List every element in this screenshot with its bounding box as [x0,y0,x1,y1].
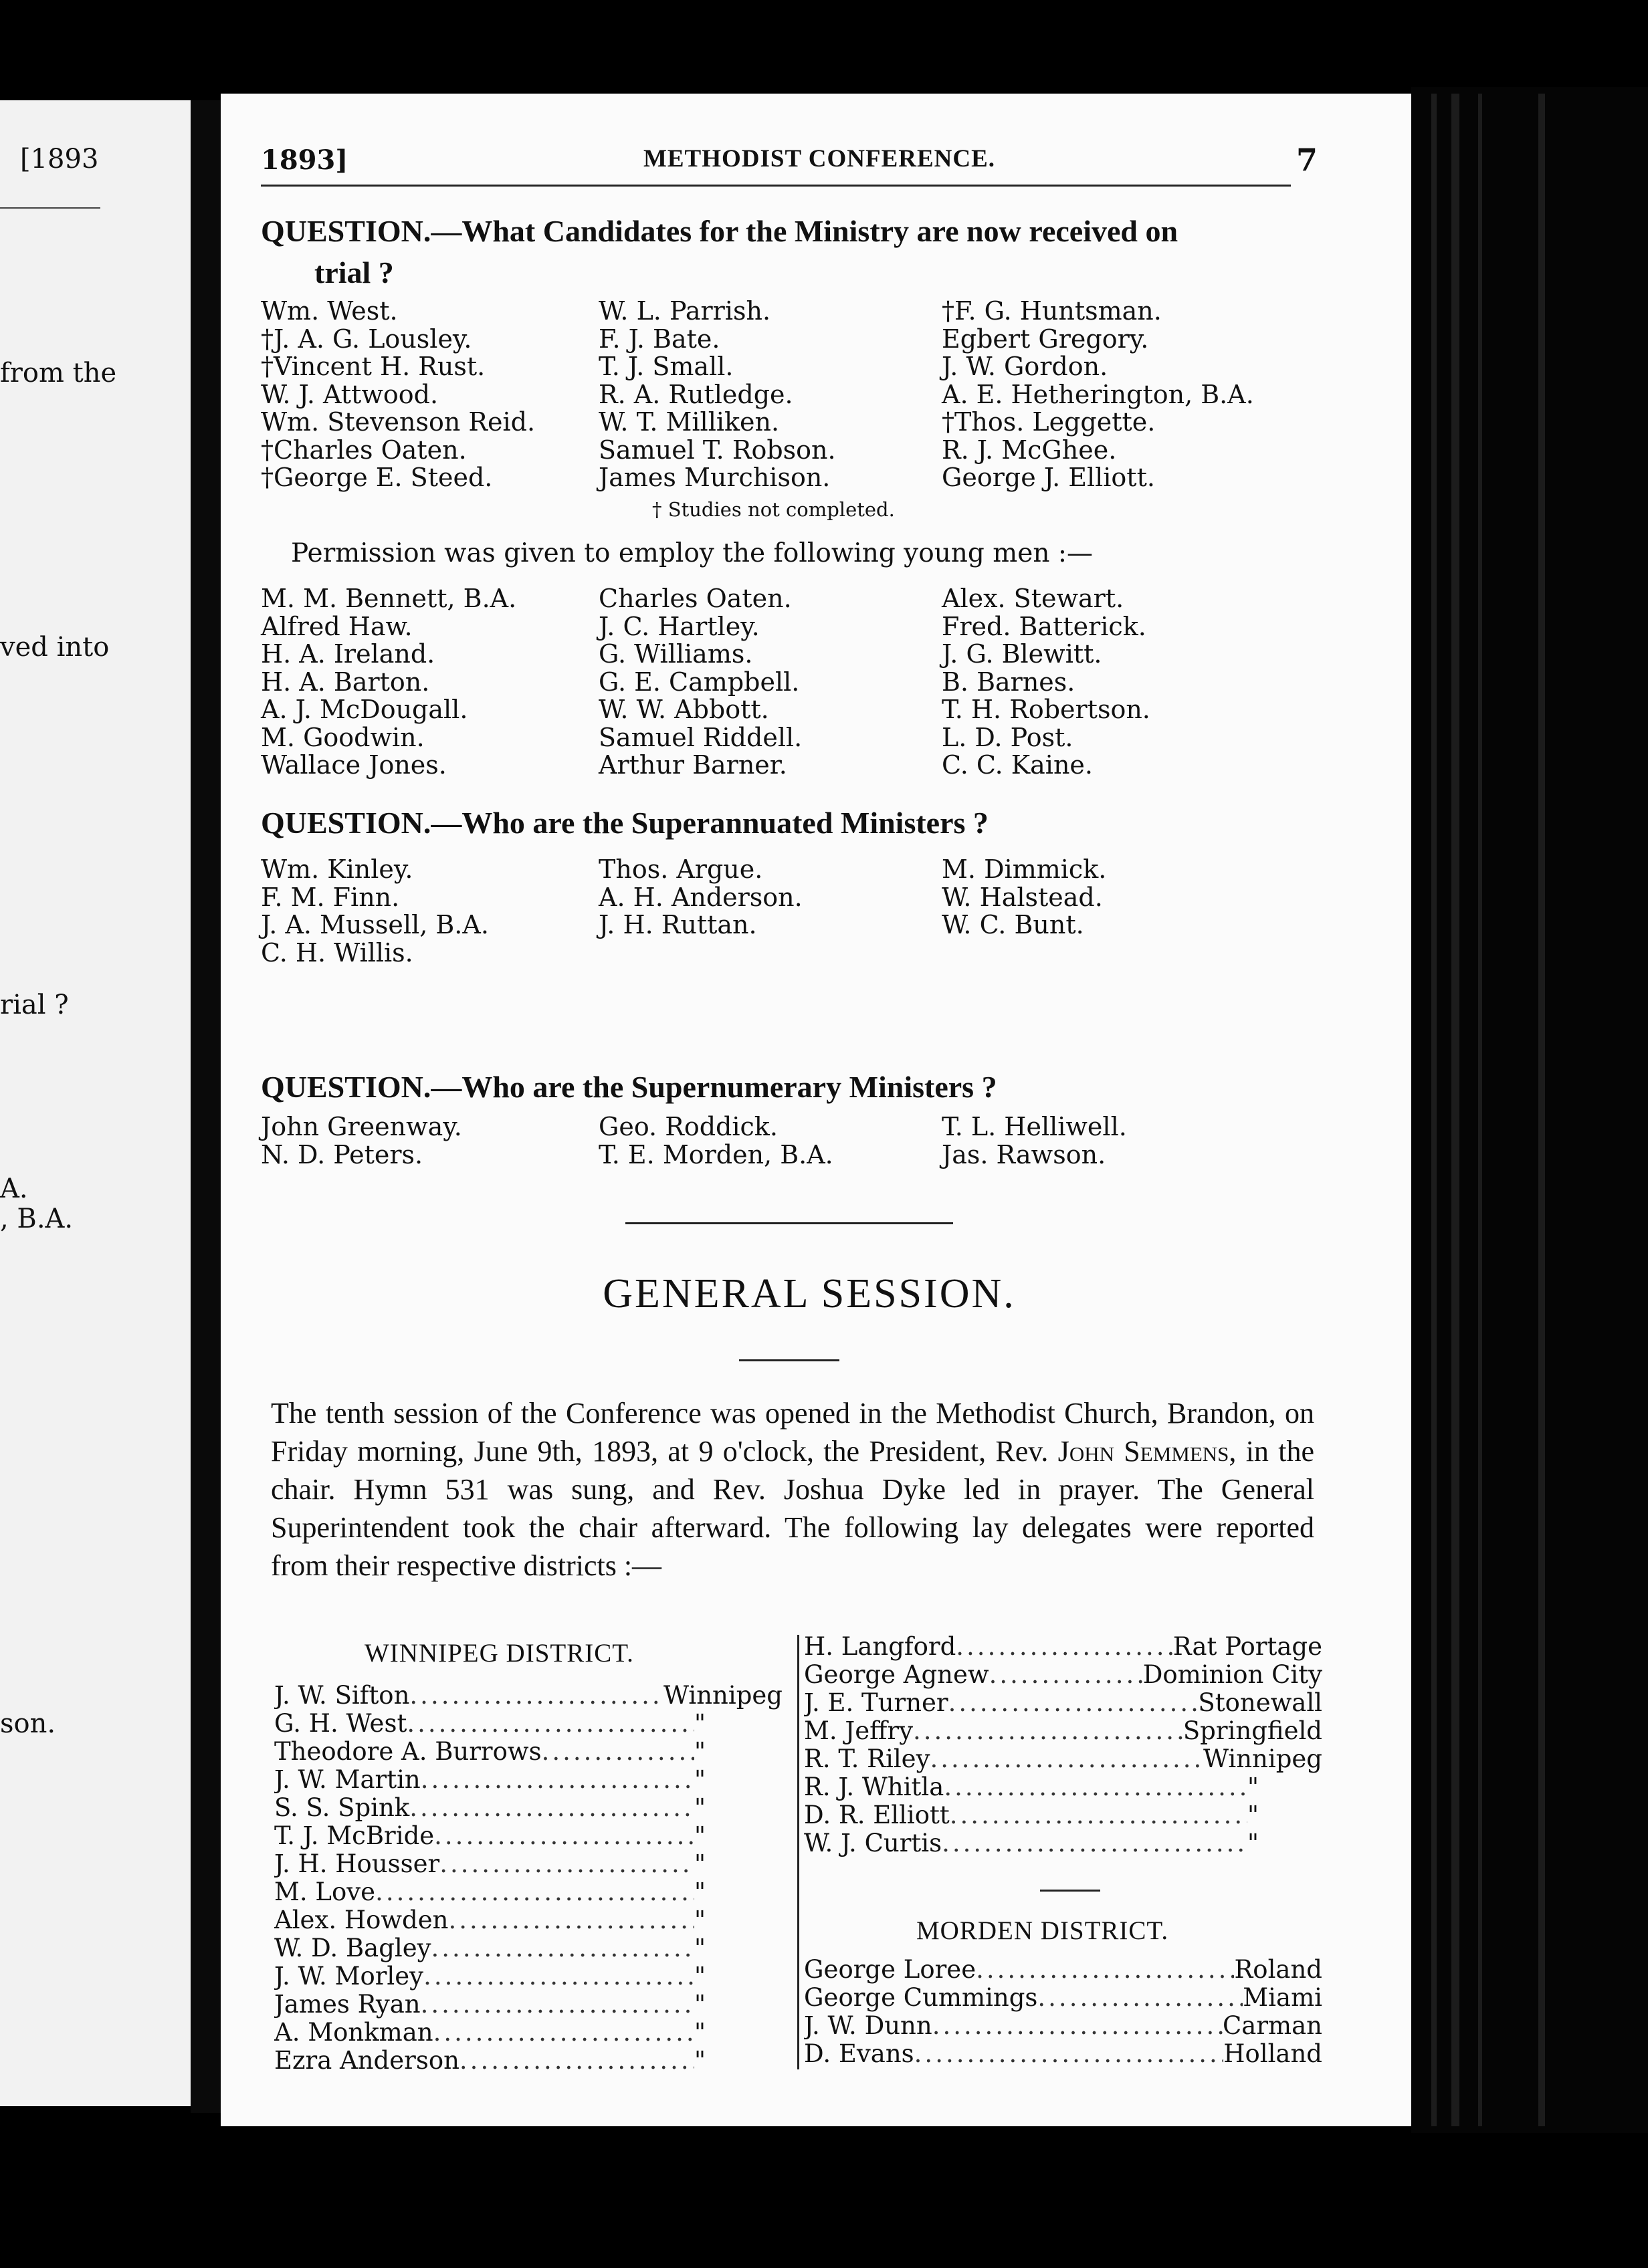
delegate-row: Ezra Anderson ..... " [274,2047,706,2075]
name-entry: J. G. Blewitt. [942,639,1102,669]
paragraph-text: , in the chair. Hymn 531 was sung, and Rev. Joshua Dyke led in prayer. The General Superintendent took the chair afterward. The following lay delegates were reported from their respective districts :— [271,1435,1314,1582]
name-entry: Fred. Batterick. [942,611,1146,641]
left-rule [0,207,100,209]
delegate-row: James Ryan ..... " [274,1991,706,2019]
name-entry: Charles Oaten. [599,584,792,613]
president-name: John Semmens [1057,1435,1229,1468]
delegate-row: A. Monkman ..... " [274,2019,706,2047]
supernumerary-list [261,1113,1358,1173]
delegate-row: T. J. McBride ..... " [274,1822,706,1850]
left-page-fragment [0,100,191,2106]
names-column [261,1113,462,1169]
delegate-row: R. T. Riley ..... Winnipeg [804,1745,1322,1773]
candidates-list [261,298,1358,498]
question-candidates [261,211,1358,294]
name-entry: G. Williams. [599,639,753,669]
delegate-row: Alex. Howden ..... " [274,1906,706,1934]
names-column [599,856,803,939]
name-entry: C. H. Willis. [261,937,413,968]
right-book-edge [1411,87,1648,2133]
delegate-row: J. W. Dunn ..... Carman [804,2012,1322,2040]
name-entry: †Thos. Leggette. [942,407,1156,437]
name-entry: N. D. Peters. [261,1139,423,1169]
section-divider [625,1222,953,1224]
name-entry: W. C. Bunt. [942,910,1084,939]
delegate-row: D. Evans ..... Holland [804,2040,1322,2068]
name-entry: Alex. Stewart. [942,584,1124,613]
name-entry: M. M. Bennett, B.A. [261,584,517,613]
delegate-row: G. H. West ..... " [274,1710,706,1738]
winnipeg-delegates [274,1682,783,2075]
name-entry: A. H. Anderson. [599,882,803,912]
delegate-row: J. H. Housser ..... " [274,1850,706,1878]
name-entry: Arthur Barner. [599,750,787,780]
name-entry: Thos. Argue. [599,855,763,884]
name-entry: T. J. Small. [599,352,734,381]
page-number: 7 [1296,142,1318,178]
header-rule [261,185,1291,187]
names-column [942,585,1150,780]
name-entry: J. C. Hartley. [599,611,760,641]
name-entry: †Vincent H. Rust. [261,352,486,381]
title-underline [739,1359,839,1361]
delegate-row: J. W. Morley ..... " [274,1962,706,1991]
general-session-title: GENERAL SESSION. [603,1271,1016,1317]
main-page [221,94,1411,2126]
name-entry: W. T. Milliken. [599,407,780,437]
page-edge-stripe [1478,94,1482,2126]
name-entry: T. E. Morden, B.A. [599,1139,833,1169]
running-head-title: METHODIST CONFERENCE. [643,145,996,173]
delegate-row: George Loree ..... Roland [804,1956,1322,1984]
delegate-row: M. Jeffry ..... Springfield [804,1717,1322,1745]
question-line: QUESTION.—What Candidates for the Ministry are now received on [261,214,1178,248]
delegate-row: J. W. Sifton ..... Winnipeg [274,1682,783,1710]
winnipeg-district-title: WINNIPEG DISTRICT. [365,1639,634,1668]
left-fragment-text: A. [0,1173,28,1204]
name-entry: T. H. Robertson. [942,695,1150,724]
name-entry: Alfred Haw. [261,611,413,641]
general-session-paragraph [271,1394,1314,1585]
page-edge-stripe [1431,94,1437,2126]
names-column [942,1113,1127,1169]
delegate-row: H. Langford ..... Rat Portage [804,1633,1322,1661]
name-entry: †F. G. Huntsman. [942,296,1162,326]
name-entry: Samuel T. Robson. [599,435,836,465]
superannuated-list [261,856,1358,976]
name-entry: John Greenway. [261,1112,462,1141]
name-entry: J. A. Mussell, B.A. [261,910,489,939]
name-entry: A. E. Hetherington, B.A. [942,379,1254,409]
district-separator [1040,1890,1100,1892]
names-column [261,585,516,780]
name-entry: R. J. McGhee. [942,435,1117,465]
name-entry: Wm. West. [261,296,398,326]
permission-text: Permission was given to employ the following young men :— [291,538,1094,568]
name-entry: J. W. Gordon. [942,352,1108,381]
question-line-continued: trial ? [314,255,394,290]
name-entry: H. A. Ireland. [261,639,435,669]
left-fragment-text: from the [0,358,117,388]
question-superannuated: QUESTION.—Who are the Superannuated Ministers ? [261,806,989,840]
name-entry: W. Halstead. [942,882,1103,912]
left-fragment-text: , B.A. [0,1204,74,1234]
names-column [599,585,802,780]
name-entry: H. A. Barton. [261,667,430,697]
page-header [261,126,1378,186]
name-entry: J. H. Ruttan. [599,910,757,939]
names-column [942,856,1106,939]
name-entry: George J. Elliott. [942,463,1155,492]
delegate-row: R. J. Whitla ..... " [804,1773,1259,1801]
delegate-row: M. Love ..... " [274,1878,706,1906]
question-supernumerary: QUESTION.—Who are the Supernumerary Ministers ? [261,1070,997,1104]
delegate-row: Theodore A. Burrows ..... " [274,1738,706,1766]
name-entry: Wm. Stevenson Reid. [261,407,536,437]
delegate-row: D. R. Elliott ..... " [804,1801,1259,1829]
names-column [599,298,836,492]
left-page-number: [1893 [20,144,99,175]
name-entry: B. Barnes. [942,667,1075,697]
delegates-continued [804,1633,1322,1857]
page-edge-stripe [1451,94,1459,2126]
name-entry: †George E. Steed. [261,463,493,492]
left-fragment-text: rial ? [0,990,69,1020]
footnote-studies: † Studies not completed. [652,498,895,521]
names-column [261,856,489,967]
name-entry: Egbert Gregory. [942,324,1149,354]
name-entry: A. J. McDougall. [261,695,468,724]
name-entry: W. J. Attwood. [261,379,439,409]
name-entry: W. L. Parrish. [599,296,771,326]
delegate-row: J. W. Martin ..... " [274,1766,706,1794]
name-entry: Wallace Jones. [261,750,447,780]
name-entry: Jas. Rawson. [942,1139,1106,1169]
delegate-row: W. J. Curtis ..... " [804,1829,1259,1857]
running-head-year: 1893] [261,144,348,176]
delegate-row: George Cummings ..... Miami [804,1984,1322,2012]
young-men-list [261,585,1358,786]
names-column [942,298,1254,492]
name-entry: C. C. Kaine. [942,750,1093,780]
name-entry: †J. A. G. Lousley. [261,324,472,354]
name-entry: M. Dimmick. [942,855,1107,884]
name-entry: Samuel Riddell. [599,722,803,752]
name-entry: F. M. Finn. [261,882,400,912]
delegate-row: W. D. Bagley ..... " [274,1934,706,1962]
name-entry: †Charles Oaten. [261,435,467,465]
name-entry: Geo. Roddick. [599,1112,778,1141]
left-fragment-text: ved into [0,632,110,663]
book-gutter [191,100,224,2113]
name-entry: T. L. Helliwell. [942,1112,1127,1141]
page-edge-stripe [1538,94,1545,2126]
paragraph-text: The tenth session of the Conference was opened in the Methodist Church, Brandon, on Friday morning, June 9th, 1893, at 9 o'clock, the President, Rev. [271,1397,1314,1468]
delegate-row: George Agnew ..... Dominion City [804,1661,1322,1689]
left-fragment-text: son. [0,1708,56,1739]
column-divider [797,1635,799,2069]
delegate-row: S. S. Spink ..... " [274,1794,706,1822]
names-column [599,1113,833,1169]
name-entry: R. A. Rutledge. [599,379,793,409]
delegate-row: J. E. Turner ..... Stonewall [804,1689,1322,1717]
name-entry: James Murchison. [599,463,831,492]
names-column [261,298,535,492]
name-entry: Wm. Kinley. [261,855,413,884]
name-entry: W. W. Abbott. [599,695,769,724]
name-entry: M. Goodwin. [261,722,425,752]
morden-delegates [804,1956,1322,2068]
name-entry: F. J. Bate. [599,324,720,354]
name-entry: G. E. Campbell. [599,667,800,697]
morden-district-title: MORDEN DISTRICT. [916,1916,1169,1945]
name-entry: L. D. Post. [942,722,1073,752]
